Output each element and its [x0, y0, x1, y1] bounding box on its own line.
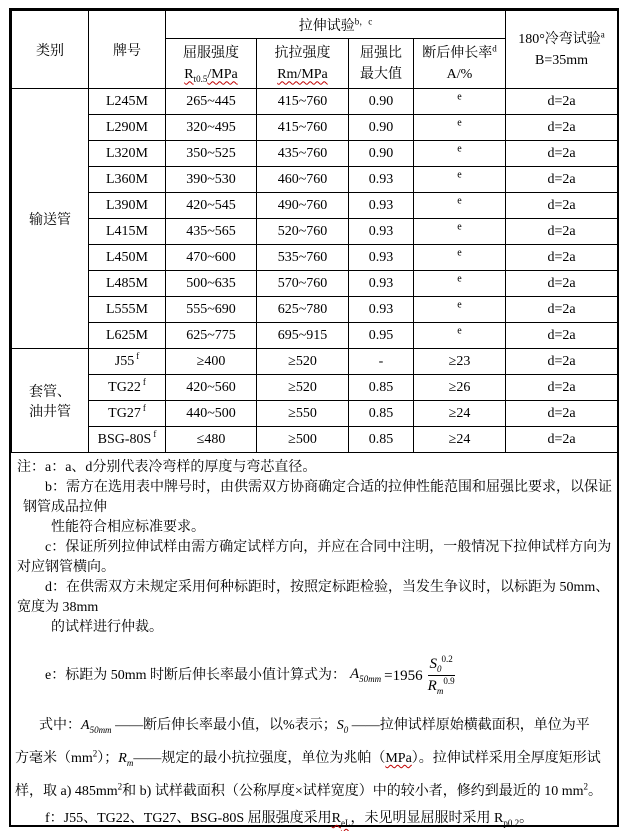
table-row	[12, 115, 618, 141]
table-row	[12, 141, 618, 167]
note-line	[15, 458, 612, 478]
cell-yield-strength: ≥400	[166, 349, 257, 375]
note-text: 性能符合相应标准要求。	[51, 520, 205, 535]
tensile-group-label: 拉伸试验	[298, 18, 355, 34]
note-line	[15, 538, 612, 558]
note-text: eL	[340, 817, 351, 828]
cell-yield-strength: 435~565	[166, 219, 257, 245]
cell-elongation: ≥26	[414, 375, 506, 401]
cell-bend-test: d=2a	[506, 89, 618, 115]
note-text: 钢管成品拉伸	[23, 500, 107, 515]
bend-test-label: 180°冷弯试验	[518, 31, 601, 47]
note-text: 对应钢管横向。	[17, 560, 115, 575]
cell-yield-strength: 420~560	[166, 375, 257, 401]
cell-bend-test: d=2a	[506, 375, 618, 401]
cell-tensile-strength: 535~760	[257, 245, 349, 271]
cell-elongation: e	[414, 115, 506, 141]
elongation-formula: $A_{50mm}$ =1956 $\frac{S_0^{0.2}}{R_m^{0.9}}$	[350, 654, 455, 696]
cell-elongation: e	[414, 245, 506, 271]
yield-ratio-label-1: 屈强比	[360, 45, 402, 61]
elongation-footnote: d	[492, 42, 497, 53]
cell-elongation: e	[414, 193, 506, 219]
table-row	[12, 245, 618, 271]
category-label: 输送管	[29, 212, 71, 228]
cell-bend-test: d=2a	[506, 167, 618, 193]
cell-grade: J55 $^f$	[89, 349, 166, 375]
header-yield-strength	[166, 39, 257, 89]
note-text: ——拉伸试样原始横截面积，单位为平	[348, 718, 590, 733]
note-text: f：J55、TG22、TG27、BSG-80S 屈服强度采用	[45, 811, 332, 826]
cell-tensile-strength: 415~760	[257, 115, 349, 141]
note-text: 2	[117, 781, 123, 792]
cell-grade: TG22 $^f$	[89, 375, 166, 401]
header-row-1	[12, 11, 618, 39]
note-text: 宽度为 38mm	[17, 600, 99, 615]
cell-yield-ratio: 0.93	[349, 271, 414, 297]
cell-tensile-strength: 570~760	[257, 271, 349, 297]
header-tensile-group	[166, 11, 506, 39]
cell-elongation: e	[414, 271, 506, 297]
note-text: 。	[519, 811, 534, 826]
note-text: ——规定的最小抗拉强度，单位为兆帕（	[133, 751, 386, 766]
cell-yield-ratio: 0.85	[349, 401, 414, 427]
cell-tensile-strength: 460~760	[257, 167, 349, 193]
header-grade	[89, 11, 166, 89]
cell-bend-test: d=2a	[506, 141, 618, 167]
cell-grade: L450M	[89, 245, 166, 271]
header-tensile-strength	[257, 39, 349, 89]
cell-yield-strength: 265~445	[166, 89, 257, 115]
cell-elongation: e	[414, 297, 506, 323]
header-category-label: 类别	[36, 43, 64, 59]
cell-yield-strength: 625~775	[166, 323, 257, 349]
cell-tensile-strength: 520~760	[257, 219, 349, 245]
notes-section	[11, 453, 617, 829]
cell-grade: L245M	[89, 89, 166, 115]
cell-yield-ratio: 0.85	[349, 375, 414, 401]
table-row	[12, 89, 618, 115]
note-text: R	[118, 751, 127, 766]
note-text: R	[331, 811, 341, 826]
cell-bend-test: d=2a	[506, 349, 618, 375]
note-text: ）。拉伸试样采用全厚度矩形试	[411, 751, 601, 766]
cell-bend-test: d=2a	[506, 401, 618, 427]
category-label: 套管、	[29, 384, 71, 400]
cell-elongation: e	[414, 89, 506, 115]
note-line	[15, 478, 612, 498]
cell-bend-test: d=2a	[506, 427, 618, 453]
cell-bend-test: d=2a	[506, 115, 618, 141]
note-line	[15, 775, 612, 808]
cell-yield-strength: 420~545	[166, 193, 257, 219]
note-line	[15, 578, 612, 598]
bend-test-condition: B=35mm	[534, 52, 588, 68]
cell-yield-strength: 320~495	[166, 115, 257, 141]
table-row	[12, 297, 618, 323]
note-text: m	[126, 757, 134, 768]
cell-grade: L415M	[89, 219, 166, 245]
cell-tensile-strength: ≥520	[257, 349, 349, 375]
note-text: A	[81, 718, 90, 733]
note-text: e：标距为 50mm 时断后伸长率最小值计算式为：	[45, 668, 346, 683]
note-text: 和 b) 试样截面积（公称厚度×试样宽度）中的较小者，修约到最近的 10 mm	[122, 784, 584, 799]
header-grade-label: 牌号	[113, 43, 141, 59]
elongation-symbol: A/%	[446, 66, 473, 82]
note-line	[15, 809, 612, 829]
note-text: 式中：	[39, 718, 81, 733]
note-text: ）；	[97, 751, 119, 766]
table-row	[12, 427, 618, 453]
cell-yield-strength: ≤480	[166, 427, 257, 453]
tensile-strength-label: 抗拉强度	[274, 45, 331, 61]
note-text: 50mm	[89, 724, 112, 735]
cell-tensile-strength: 490~760	[257, 193, 349, 219]
table-row	[12, 349, 618, 375]
cell-tensile-strength: 435~760	[257, 141, 349, 167]
cell-grade: BSG-80S $^f$	[89, 427, 166, 453]
table-row	[12, 167, 618, 193]
cell-yield-ratio: 0.93	[349, 167, 414, 193]
note-text: p0.2	[503, 817, 520, 828]
cell-yield-ratio: 0.93	[349, 193, 414, 219]
cell-tensile-strength: ≥550	[257, 401, 349, 427]
note-text: 2	[583, 781, 588, 792]
note-line	[15, 518, 612, 538]
cell-grade: L320M	[89, 141, 166, 167]
cell-yield-ratio: 0.93	[349, 219, 414, 245]
note-text: ——断后伸长率最小值，以%表示；	[111, 718, 337, 733]
header-category	[12, 11, 89, 89]
table-row	[12, 271, 618, 297]
elongation-label: 断后伸长率	[422, 45, 493, 61]
cell-yield-ratio: 0.95	[349, 323, 414, 349]
note-line	[15, 618, 612, 638]
cell-yield-ratio: 0.90	[349, 89, 414, 115]
table-row	[12, 193, 618, 219]
yield-strength-symbol: $R_{t0.5}$/MPa	[184, 66, 238, 84]
cell-elongation: e	[414, 141, 506, 167]
table-row	[12, 219, 618, 245]
spec-table	[11, 10, 618, 453]
cell-bend-test: d=2a	[506, 323, 618, 349]
cell-yield-strength: 350~525	[166, 141, 257, 167]
cell-tensile-strength: ≥520	[257, 375, 349, 401]
cell-grade: L290M	[89, 115, 166, 141]
cell-grade: TG27 $^f$	[89, 401, 166, 427]
note-text: 样，取 a) 485mm	[15, 784, 118, 799]
document-frame	[9, 8, 619, 827]
cell-elongation: e	[414, 219, 506, 245]
header-bend-test	[506, 11, 618, 89]
note-line	[15, 742, 612, 775]
note-text: S	[336, 718, 344, 733]
note-text: 的试样进行仲裁。	[51, 620, 163, 635]
cell-elongation: e	[414, 167, 506, 193]
cell-bend-test: d=2a	[506, 193, 618, 219]
cell-bend-test: d=2a	[506, 245, 618, 271]
cell-grade: L625M	[89, 323, 166, 349]
cell-grade: L390M	[89, 193, 166, 219]
spec-table-body	[12, 11, 618, 453]
cell-tensile-strength: 695~915	[257, 323, 349, 349]
table-row	[12, 323, 618, 349]
note-text: 方毫米（mm	[15, 751, 93, 766]
cell-grade: L485M	[89, 271, 166, 297]
yield-ratio-label-2: 最大值	[360, 66, 402, 82]
cell-yield-strength: 500~635	[166, 271, 257, 297]
note-text: b：需方在选用表中牌号时，由供需双方协商确定合适的拉伸性能范围和屈强比要求，以保证	[45, 480, 612, 495]
table-row	[12, 401, 618, 427]
cell-elongation: ≥24	[414, 401, 506, 427]
note-line	[15, 498, 612, 518]
cell-yield-ratio: 0.93	[349, 297, 414, 323]
note-text: 0	[343, 724, 349, 735]
note-text: 。	[588, 784, 602, 799]
note-text: 注：a：a、d分别代表冷弯样的厚度与弯芯直径。	[17, 460, 317, 475]
cell-yield-ratio: 0.90	[349, 115, 414, 141]
note-text: ，未见明显屈服时采用 R	[350, 811, 504, 826]
tensile-strength-symbol: Rm/MPa	[277, 66, 328, 82]
cell-yield-ratio: 0.93	[349, 245, 414, 271]
cell-elongation: ≥23	[414, 349, 506, 375]
header-yield-ratio	[349, 39, 414, 89]
cell-bend-test: d=2a	[506, 271, 618, 297]
note-line	[15, 651, 612, 701]
note-line	[15, 558, 612, 578]
cell-yield-strength: 390~530	[166, 167, 257, 193]
cell-tensile-strength: ≥500	[257, 427, 349, 453]
cell-elongation: e	[414, 323, 506, 349]
cell-yield-ratio: -	[349, 349, 414, 375]
cell-yield-strength: 555~690	[166, 297, 257, 323]
note-line	[15, 598, 612, 618]
note-text: 2	[92, 748, 98, 759]
category-label: 油井管	[29, 404, 71, 420]
note-text: MPa	[385, 751, 412, 766]
cell-grade: L555M	[89, 297, 166, 323]
yield-strength-label: 屈服强度	[183, 45, 239, 61]
cell-bend-test: d=2a	[506, 219, 618, 245]
table-row	[12, 375, 618, 401]
cell-category	[12, 349, 89, 453]
note-line	[15, 709, 612, 742]
cell-tensile-strength: 415~760	[257, 89, 349, 115]
header-elongation	[414, 39, 506, 89]
bend-test-footnote: a	[600, 28, 605, 39]
note-text: c：保证所列拉伸试样由需方确定试样方向，并应在合同中注明，一般情况下拉伸试样方向为	[45, 540, 612, 555]
cell-yield-ratio: 0.85	[349, 427, 414, 453]
cell-tensile-strength: 625~780	[257, 297, 349, 323]
cell-grade: L360M	[89, 167, 166, 193]
cell-yield-ratio: 0.90	[349, 141, 414, 167]
cell-category	[12, 89, 89, 349]
cell-yield-strength: 470~600	[166, 245, 257, 271]
cell-elongation: ≥24	[414, 427, 506, 453]
tensile-group-footnote: b，c	[354, 15, 373, 26]
cell-yield-strength: 440~500	[166, 401, 257, 427]
note-text: d：在供需双方未规定采用何种标距时，按照定标距检验，当发生争议时，以标距为 50mm、	[45, 580, 610, 595]
cell-bend-test: d=2a	[506, 297, 618, 323]
